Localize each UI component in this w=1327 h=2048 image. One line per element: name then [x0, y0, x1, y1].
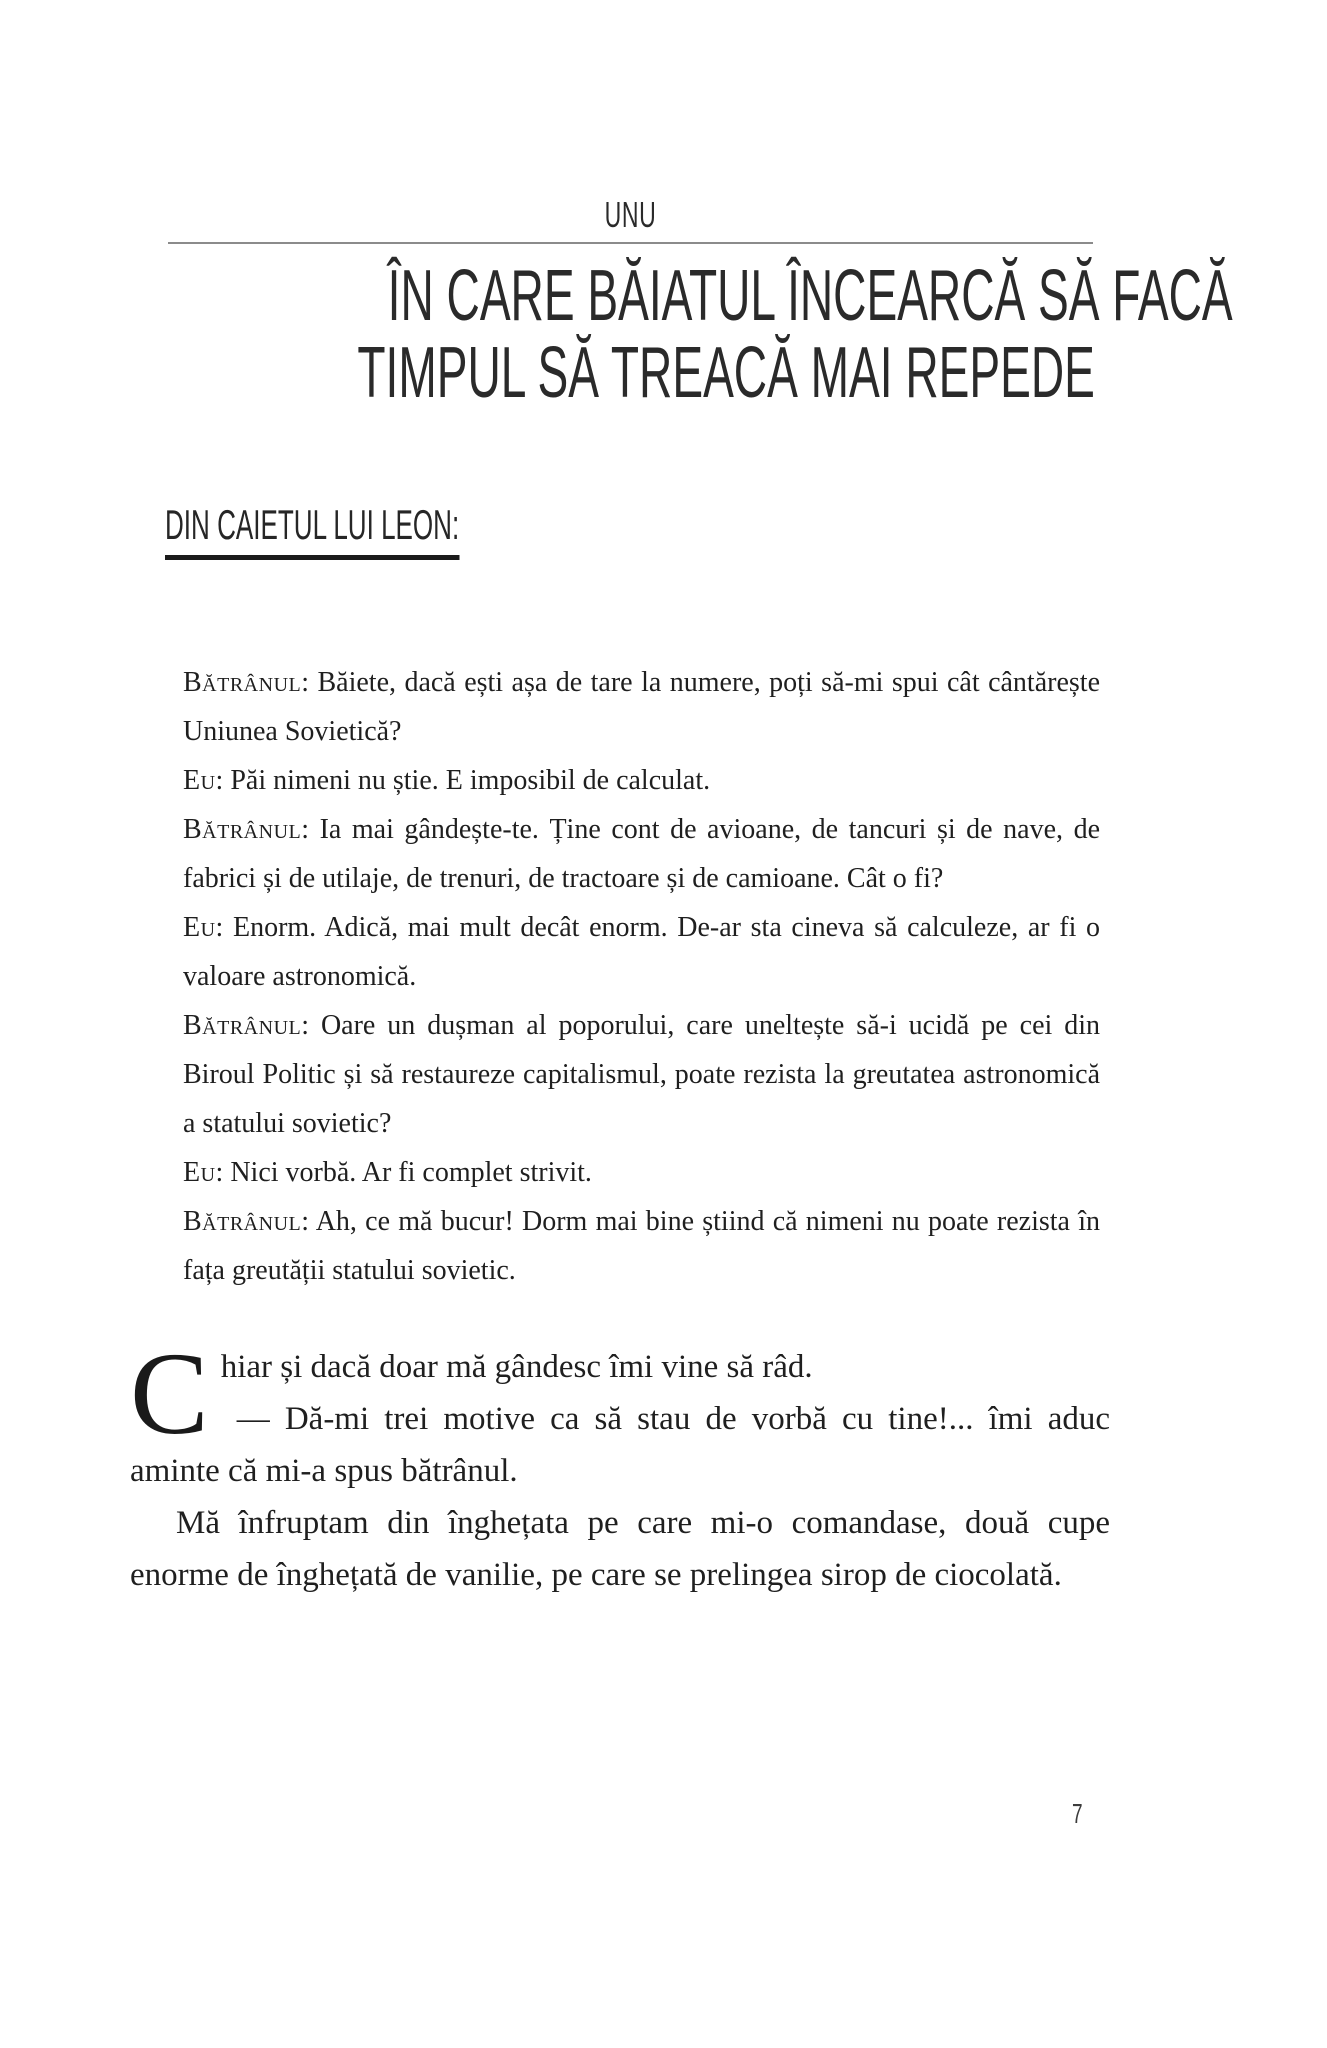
narrative-paragraph: — Dă-mi trei motive ca să stau de vorbă cu tine!... îmi aduc aminte că mi-a spus bătrânul.: [130, 1401, 1110, 1489]
dialogue-paragraph: Bătrânul: Ah, ce mă bucur! Dorm mai bine știind că nimeni nu poate rezista în fața greutății statului sovietic.: [183, 1206, 1100, 1286]
speaker-name: Bătrânul: [183, 1010, 302, 1041]
dialogue-paragraph: Eu: Nici vorbă. Ar fi complet strivit.: [183, 1157, 592, 1188]
narrative-paragraph: Mă înfruptam din înghețata pe care mi-o comandase, două cupe enorme de înghețată de vanilie, pe care se prelingea sirop de ciocolată.: [130, 1505, 1110, 1593]
header-divider-rule: [168, 242, 1093, 244]
speaker-name: Eu: [183, 765, 216, 796]
chapter-header: [150, 194, 1233, 413]
section-heading: DIN CAIETUL LUI LEON:: [165, 504, 1327, 560]
dialogue-paragraph: Eu: Păi nimeni nu știe. E imposibil de calculat.: [183, 765, 711, 796]
narrative-paragraph: Chiar și dacă doar mă gândesc îmi vine să râd.: [130, 1328, 813, 1459]
dialogue-paragraph: Bătrânul: Oare un dușman al poporului, care uneltește să-i ucidă pe cei din Biroul Politic și să restaureze capitalismul, poate rezista la greutatea astronomică a statului sovietic?: [183, 1010, 1100, 1139]
speaker-name: Bătrânul: [183, 1206, 302, 1237]
speaker-name: Eu: [183, 912, 216, 943]
speaker-name: Bătrânul: [183, 814, 302, 845]
dialogue-paragraph: Bătrânul: Băiete, dacă ești așa de tare la numere, poți să-mi spui cât cântărește Uniunea Sovietică?: [183, 667, 1100, 747]
chapter-title: [150, 256, 1233, 413]
speaker-name: Eu: [183, 1157, 216, 1188]
chapter-title-line-2: TIMPUL SĂ TREACĂ MAI REPEDE: [357, 333, 1095, 413]
speaker-name: Bătrânul: [183, 667, 302, 698]
drop-cap: C: [130, 1328, 209, 1459]
dialogue-paragraph: Eu: Enorm. Adică, mai mult decât enorm. De-ar sta cineva să calculeze, ar fi o valoare astronomică.: [183, 912, 1100, 992]
dialogue-paragraph: Bătrânul: Ia mai gândește-te. Ține cont de avioane, de tancuri și de nave, de fabrici și de utilaje, de trenuri, de tractoare și de camioane. Cât o fi?: [183, 814, 1100, 894]
narrative-block: [130, 1328, 1110, 1601]
dialogue-block: [183, 658, 1100, 1295]
chapter-number-label: UNU: [604, 194, 656, 235]
chapter-title-line-1: ÎN CARE BĂIATUL ÎNCEARCĂ SĂ FACĂ: [387, 256, 1233, 336]
page-number: 7: [1072, 1798, 1083, 1829]
